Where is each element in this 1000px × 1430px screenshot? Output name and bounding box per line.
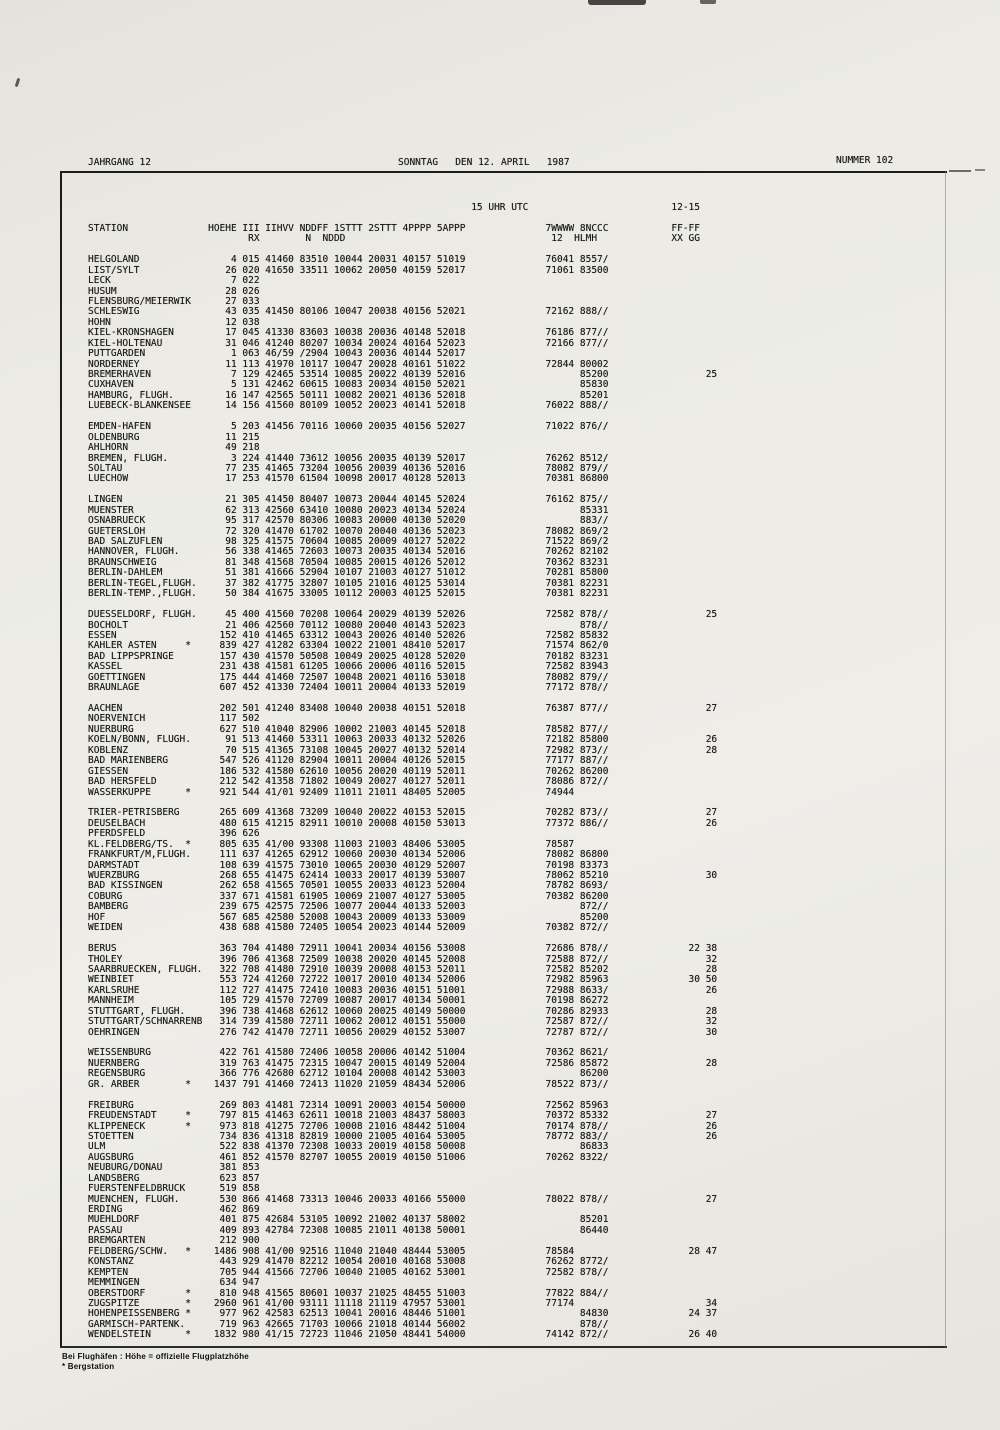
table-row: MANNHEIM 105 729 41570 72709 10087 20017 40134 50001 70198 86272 [88,995,609,1007]
table-row: BAD SALZUFLEN 98 325 41575 70604 10085 20009 40127 52022 71522 869/2 [88,536,609,547]
table-row: SOLTAU 77 235 41465 73204 10056 20039 40136 52016 78082 879// [88,462,609,474]
table-row: GUETERSLOH 72 320 41470 61702 10070 20040 40136 52023 78082 869/2 [88,525,609,537]
table-row: BAD HERSFELD 212 542 41358 71802 10049 20027 40127 52011 78086 872// [88,776,609,788]
table-row: ERDING 462 869 [88,1204,609,1215]
table-row: DEUSELBACH 480 615 41215 82911 10010 20008 40150 53013 77372 886// 26 [88,817,718,829]
table-row: PUTTGARDEN 1 063 46/59 /2904 10043 20036 40144 52017 [88,348,609,360]
table-row: ULM 522 838 41370 72308 10033 20019 40158 50008 86833 [88,1141,609,1153]
table-row: BRAUNLAGE 607 452 41330 72404 10011 20004 40133 52019 77172 878// [88,682,609,694]
table-row: KOELN/BONN, FLUGH. 91 513 41460 53311 10063 20033 40132 52026 72182 85800 26 [88,734,718,746]
table-row: KEMPTEN 705 944 41566 72706 10040 21005 40162 53001 72582 878// [88,1266,609,1278]
table-row: COBURG 337 671 41581 61905 10069 21007 40127 53005 70382 86200 [88,890,609,902]
table-row: SAARBRUECKEN, FLUGH. 322 708 41480 72910 10039 20008 40153 52011 72582 85202 28 [88,963,718,975]
table-row: WEINBIET 553 724 41260 72722 10017 20010 40134 52006 72982 85963 30 50 [88,974,718,986]
table-row: BAD LIPPSPRINGE 157 430 41570 50508 10049 20025 40128 52020 70182 83231 [88,650,609,662]
table-row: BERLIN-DAHLEM 51 381 41666 52904 10107 21003 40127 51012 70281 85800 [88,567,609,579]
table-row: HOF 567 685 42580 52008 10043 20009 40133 53009 85200 [88,911,609,923]
scan-artifact [700,0,716,4]
table-row: WEISSENBURG 422 761 41580 72406 10058 20006 40142 51004 70362 8621/ [88,1047,609,1059]
column-header-row: RX N NDDD 12 HLMH XX GG [88,233,700,245]
table-row: WENDELSTEIN * 1832 980 41/15 72723 11046 21050 48441 54000 74142 872// 26 40 [88,1329,718,1341]
table-row: GIESSEN 186 532 41580 62610 10056 20020 40119 52011 70262 86200 [88,765,609,777]
table-row: STOETTEN 734 836 41318 82819 10000 21005 40164 53005 78772 883// 26 [88,1130,718,1142]
table-row: EMDEN-HAFEN 5 203 41456 70116 10060 20035 40156 52027 71022 876// [88,421,609,433]
subheader-row: 15 UHR UTC 12-15 [88,202,700,213]
table-row: OBERSTDORF * 810 948 41565 80601 10037 21025 48455 51003 77822 884// [88,1287,609,1299]
table-row: SCHLESWIG 43 035 41450 80106 10047 20038 40156 52021 72162 888// [88,306,609,318]
table-row: NUERBURG 627 510 41040 82906 10002 21003 40145 52018 78582 877// [88,723,609,735]
table-row: KIEL-KRONSHAGEN 17 045 41330 83603 10038 20036 40148 52018 76186 877// [88,327,609,339]
scan-artifact [15,78,21,87]
table-row: NEUBURG/DONAU 381 853 [88,1162,609,1174]
table-row: STUTTGART, FLUGH. 396 738 41468 62612 10060 20025 40149 50000 70286 82933 28 [88,1005,718,1017]
scan-artifact [949,170,971,172]
table-row: BOCHOLT 21 406 42560 70112 10080 20040 40143 52023 878// [88,619,609,631]
table-row: CUXHAVEN 5 131 42462 60615 10083 20034 40150 52021 85830 [88,379,609,391]
table-row: WEIDEN 438 688 41580 72405 10054 20023 40144 52009 70382 872// [88,922,609,934]
top-border-rule [60,171,947,173]
table-row: NUERNBERG 319 763 41475 72315 10047 20015 40149 52004 72586 85872 28 [88,1057,718,1069]
table-row: HELGOLAND 4 015 41460 83510 10044 20031 40157 51019 76041 8557/ [88,254,609,266]
table-row: AHLHORN 49 218 [88,442,609,454]
table-row: KASSEL 231 438 41581 61205 10066 20006 40116 52015 72582 83943 [88,661,609,673]
table-row: OLDENBURG 11 215 [88,431,609,443]
table-row: BRAUNSCHWEIG 81 348 41568 70504 10085 20015 40126 52012 70362 83231 [88,556,609,568]
table-row: GOETTINGEN 175 444 41460 72507 10048 20021 40116 53018 78082 879// [88,671,609,683]
table-row: BERLIN-TEMP.,FLUGH. 50 384 41675 33005 10112 20003 40125 52015 70381 82231 [88,588,609,600]
table-row: TRIER-PETRISBERG 265 609 41368 73209 10040 20022 40153 52015 70282 873// 27 [88,807,718,819]
table-row: DUESSELDORF, FLUGH. 45 400 41560 70208 10064 20029 40139 52026 72582 878// 25 [88,609,718,621]
bottom-border-rule [60,1346,947,1348]
table-row: PFERDSFELD 396 626 [88,828,609,840]
table-row: BREMERHAVEN 7 129 42465 53514 10085 20022 40139 52016 85200 25 [88,369,718,380]
table-row: BAD MARIENBERG 547 526 41120 82904 10011 20004 40126 52015 77177 887// [88,755,609,767]
table-row: WASSERKUPPE * 921 544 41/01 92409 11011 21011 48405 52005 74944 [88,786,609,798]
table-row: HAMBURG, FLUGH. 16 147 42565 50111 10082 20021 40136 52018 85201 [88,389,609,401]
table-row: OEHRINGEN 276 742 41470 72711 10056 20029 40152 53007 72787 872// 30 [88,1026,718,1038]
table-row: FREIBURG 269 803 41481 72314 10091 20003 40154 50000 72562 85963 [88,1099,609,1111]
table-row: LANDSBERG 623 857 [88,1172,609,1184]
table-row: LECK 7 022 [88,275,609,287]
table-row: OSNABRUECK 95 317 42570 80306 10083 20000 40130 52020 883// [88,515,609,527]
table-row: KARLSRUHE 112 727 41475 72410 10083 20036 40151 51001 72988 8633/ 26 [88,984,718,996]
table-row: HUSUM 28 026 [88,285,609,297]
table-row: REGENSBURG 366 776 42680 62712 10104 20008 40142 53003 86200 [88,1068,609,1080]
table-row: KAHLER ASTEN * 839 427 41282 63304 10022 21001 48410 52017 71574 862/0 [88,640,609,652]
table-row: STUTTGART/SCHNARRENB 314 739 41580 72711 10062 20012 40151 55000 72587 872// 32 [88,1016,718,1028]
table-row: FREUDENSTADT * 797 815 41463 62611 10018 21003 48437 58003 70372 85332 27 [88,1110,718,1122]
table-row: KIEL-HOLTENAU 31 046 41240 80207 10034 20024 40164 52023 72166 877// [88,337,609,349]
table-row: LIST/SYLT 26 020 41650 33511 10062 20050 40159 52017 71061 83500 [88,264,609,276]
table-row: LUEBECK-BLANKENSEE 14 156 41560 80109 10052 20023 40141 52018 76022 888// [88,400,609,412]
table-row: WUERZBURG 268 655 41475 62414 10033 20017 40139 53007 78062 85210 30 [88,870,718,881]
footnote-airports: Bei Flughäfen : Höhe = offizielle Flugplatzhöhe [62,1352,249,1361]
table-row: GR. ARBER * 1437 791 41460 72413 11020 21059 48434 52006 78522 873// [88,1078,609,1090]
table-row: HANNOVER, FLUGH. 56 338 41465 72603 10073 20035 40134 52016 70262 82102 [88,546,609,558]
column-header-row: STATION HOEHE III IIHVV NDDFF 1STTT 2STTT 4PPPP 5APPP 7WWWW 8NCCC FF-FF [88,222,700,234]
left-border-rule [60,171,62,1348]
table-row: NOERVENICH 117 502 [88,713,609,725]
footnote-bergstation: * Bergstation [62,1362,115,1371]
table-row: MUENSTER 62 313 42560 63410 10080 20023 40134 52024 85331 [88,504,609,516]
table-row: THOLEY 396 706 41368 72509 10038 20020 40145 52008 72588 872// 32 [88,953,718,965]
table-row: FRANKFURT/M,FLUGH. 111 637 41265 62912 10060 20030 40134 52006 78082 86800 [88,849,609,861]
table-row: MUEHLDORF 401 875 42684 53105 10092 21002 40137 58002 85201 [88,1214,609,1226]
table-row: MEMMINGEN 634 947 [88,1277,609,1289]
table-row: NORDERNEY 11 113 41970 10117 10047 20028 40161 51022 72844 80002 [88,358,609,370]
table-row: BERLIN-TEGEL,FLUGH. 37 382 41775 32807 10105 21016 40125 53014 70381 82231 [88,577,609,589]
table-row: ZUGSPITZE * 2960 961 41/00 93111 11118 21119 47957 53001 77174 34 [88,1297,718,1309]
table-row: AACHEN 202 501 41240 83408 10040 20038 40151 52018 76387 877// 27 [88,703,718,714]
table-row: HOHENPEISSENBERG * 977 962 42583 62513 10041 20016 48446 51001 84830 24 37 [88,1308,718,1320]
table-row: BAMBERG 239 675 42575 72506 10077 20044 40133 52003 872// [88,901,609,913]
table-row: KL.FELDBERG/TS. * 805 635 41/00 93308 11003 21003 48406 53005 78587 [88,838,609,850]
table-row: AUGSBURG 461 852 41570 82707 10055 20019 40150 51006 70262 8322/ [88,1151,609,1163]
table-row: DARMSTADT 108 639 41575 73010 10065 20030 40129 52007 70198 83373 [88,859,609,871]
right-border-rule [945,171,946,1348]
table-row: KOBLENZ 70 515 41365 73108 10045 20027 40132 52014 72982 873// 28 [88,744,718,756]
table-row: PASSAU 409 893 42784 72308 10085 21011 40138 50001 86440 [88,1224,609,1236]
table-row: KLIPPENECK * 973 818 41275 72706 10008 21016 48442 51004 70174 878// 26 [88,1120,718,1132]
table-row: BREMEN, FLUGH. 3 224 41440 73612 10056 20035 40139 52017 76262 8512/ [88,452,609,464]
issue-number: NUMMER 102 [836,155,894,166]
journal-year-label: JAHRGANG 12 [88,157,151,168]
table-row: ESSEN 152 410 41465 63312 10043 20026 40140 52026 72582 85832 [88,629,609,641]
table-row: LINGEN 21 305 41450 80407 10073 20044 40145 52024 76162 875// [88,494,609,506]
table-row: BREMGARTEN 212 900 [88,1235,609,1247]
scan-artifact [975,169,985,171]
table-row: FELDBERG/SCHW. * 1486 908 41/00 92516 11040 21040 48444 53005 78584 28 47 [88,1245,718,1257]
table-row: GARMISCH-PARTENK. 719 963 42665 71703 10066 21018 40144 56002 878// [88,1318,609,1330]
scan-artifact [588,0,646,5]
table-row: HOHN 12 038 [88,316,609,328]
table-row: LUECHOW 17 253 41570 61504 10098 20017 40128 52013 70381 86800 [88,473,609,485]
station-table [88,203,717,1341]
table-row: BERUS 363 704 41480 72911 10041 20034 40156 53008 72686 878// 22 38 [88,943,718,955]
table-row: MUENCHEN, FLUGH. 530 866 41468 73313 10046 20033 40166 55000 78022 878// 27 [88,1193,718,1205]
table-row: BAD KISSINGEN 262 658 41565 70501 10055 20033 40123 52004 78782 8693/ [88,880,609,892]
table-row: FUERSTENFELDBRUCK 519 858 [88,1183,609,1195]
date-line: SONNTAG DEN 12. APRIL 1987 [398,157,570,168]
table-row: FLENSBURG/MEIERWIK 27 033 [88,295,609,307]
table-row: KONSTANZ 443 929 41470 82212 10054 20010 40168 53008 76262 8772/ [88,1256,609,1268]
